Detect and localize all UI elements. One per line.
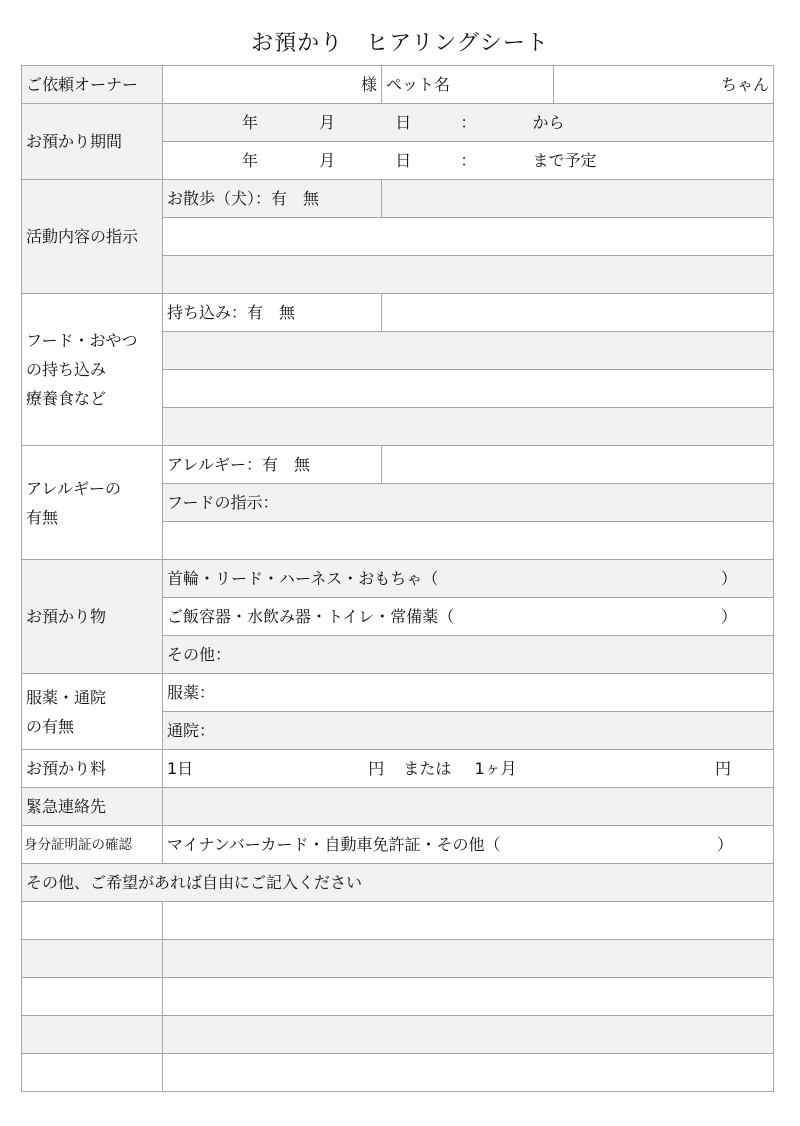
food-field-3[interactable] xyxy=(163,370,774,408)
medicine-label xyxy=(22,674,163,750)
start-year: 年 xyxy=(242,112,259,132)
food-field-4[interactable] xyxy=(163,408,774,446)
free-cell-left-2[interactable] xyxy=(22,940,163,978)
owner-label: ご依頼オーナー xyxy=(22,66,163,104)
items-row-2-close: ） xyxy=(720,606,737,626)
pet-name-field[interactable] xyxy=(554,66,774,104)
allergy-field[interactable] xyxy=(382,446,774,484)
medicine-label-line-2: の有無 xyxy=(26,716,75,736)
fee-month-yen: 円 xyxy=(714,758,731,778)
food-label xyxy=(22,294,163,446)
period-start-field[interactable] xyxy=(163,104,774,142)
food-field-2[interactable] xyxy=(163,332,774,370)
end-year: 年 xyxy=(242,150,259,170)
allergy-field-3[interactable] xyxy=(163,522,774,560)
page-title: お預かり ヒアリングシート xyxy=(251,31,549,56)
fee-day-text: 1日 xyxy=(167,758,194,778)
id-check-close: ） xyxy=(716,834,733,854)
free-cell-right-4[interactable] xyxy=(163,1016,774,1054)
emergency-field[interactable] xyxy=(163,788,774,826)
activity-field-3[interactable] xyxy=(163,256,774,294)
pet-name-label: ペット名 xyxy=(382,66,554,104)
items-label: お預かり物 xyxy=(22,560,163,674)
allergy-label-line-1: アレルギーの xyxy=(26,478,121,498)
allergy-option[interactable]: アレルギー：有 無 xyxy=(163,446,382,484)
start-month: 月 xyxy=(319,112,336,132)
free-cell-right-5[interactable] xyxy=(163,1054,774,1092)
free-cell-left-5[interactable] xyxy=(22,1054,163,1092)
items-row-2-text: ご飯容器・水飲み器・トイレ・常備薬（ xyxy=(167,606,455,626)
free-row-2 xyxy=(22,940,774,978)
food-label-line-2: の持ち込み xyxy=(26,360,107,379)
fee-label: お預かり料 xyxy=(22,750,163,788)
free-row-1 xyxy=(22,902,774,940)
walk-option[interactable]: お散歩（犬）：有 無 xyxy=(163,180,382,218)
free-cell-right-2[interactable] xyxy=(163,940,774,978)
end-day: 日 xyxy=(395,150,412,170)
end-colon: ： xyxy=(460,150,477,170)
end-month: 月 xyxy=(319,150,336,170)
free-cell-left-1[interactable] xyxy=(22,902,163,940)
fee-field[interactable] xyxy=(163,750,774,788)
owner-name-field[interactable] xyxy=(163,66,382,104)
items-field-1[interactable] xyxy=(163,560,774,598)
activity-field-1[interactable] xyxy=(382,180,774,218)
period-start-row xyxy=(22,104,774,142)
until-text: まで予定 xyxy=(532,150,597,170)
free-row-3 xyxy=(22,978,774,1016)
id-check-field[interactable] xyxy=(163,826,774,864)
owner-row xyxy=(22,66,774,104)
fee-or-text: または xyxy=(403,758,452,778)
allergy-label-line-2: 有無 xyxy=(26,507,59,527)
allergy-label xyxy=(22,446,163,560)
from-text: から xyxy=(532,112,565,132)
emergency-label: 緊急連絡先 xyxy=(22,788,163,826)
medicine-label-line-1: 服薬・通院 xyxy=(26,687,107,707)
free-row-5 xyxy=(22,1054,774,1092)
free-row-4 xyxy=(22,1016,774,1054)
food-label-line-3: 療養食など xyxy=(26,389,107,408)
id-check-options: マイナンバーカード・自動車免許証・その他（ xyxy=(167,834,501,854)
chan-suffix: ちゃん xyxy=(720,74,769,94)
items-row-1-text: 首輪・リード・ハーネス・おもちゃ（ xyxy=(167,568,439,588)
emergency-row xyxy=(22,788,774,826)
food-row-1 xyxy=(22,294,774,332)
fee-month-text: 1ヶ月 xyxy=(474,758,517,778)
activity-label: 活動内容の指示 xyxy=(22,180,163,294)
free-cell-left-4[interactable] xyxy=(22,1016,163,1054)
items-row-1 xyxy=(22,560,774,598)
activity-row-1 xyxy=(22,180,774,218)
food-instruction-field[interactable]: フードの指示： xyxy=(163,484,774,522)
food-field-1[interactable] xyxy=(382,294,774,332)
items-row-1-close: ） xyxy=(720,568,737,588)
other-requests-header-row xyxy=(22,864,774,902)
medicine-row-1 xyxy=(22,674,774,712)
sama-suffix: 様 xyxy=(360,74,377,94)
items-other-field[interactable]: その他： xyxy=(163,636,774,674)
period-end-field[interactable] xyxy=(163,142,774,180)
free-cell-right-1[interactable] xyxy=(163,902,774,940)
free-cell-left-3[interactable] xyxy=(22,978,163,1016)
items-field-2[interactable] xyxy=(163,598,774,636)
allergy-row-1 xyxy=(22,446,774,484)
activity-field-2[interactable] xyxy=(163,218,774,256)
other-requests-label: その他、ご希望があれば自由にご記入ください xyxy=(22,864,774,902)
medication-field[interactable]: 服薬： xyxy=(163,674,774,712)
free-cell-right-3[interactable] xyxy=(163,978,774,1016)
food-label-line-1: フード・おやつ xyxy=(26,331,138,350)
id-check-row xyxy=(22,826,774,864)
hearing-sheet-table xyxy=(21,65,774,1092)
start-colon: ： xyxy=(460,112,477,132)
bring-option[interactable]: 持ち込み：有 無 xyxy=(163,294,382,332)
start-day: 日 xyxy=(395,112,412,132)
fee-row xyxy=(22,750,774,788)
period-label: お預かり期間 xyxy=(22,104,163,180)
id-check-label: 身分証明証の確認 xyxy=(22,826,163,864)
fee-day-yen: 円 xyxy=(368,758,385,778)
hospital-visit-field[interactable]: 通院： xyxy=(163,712,774,750)
